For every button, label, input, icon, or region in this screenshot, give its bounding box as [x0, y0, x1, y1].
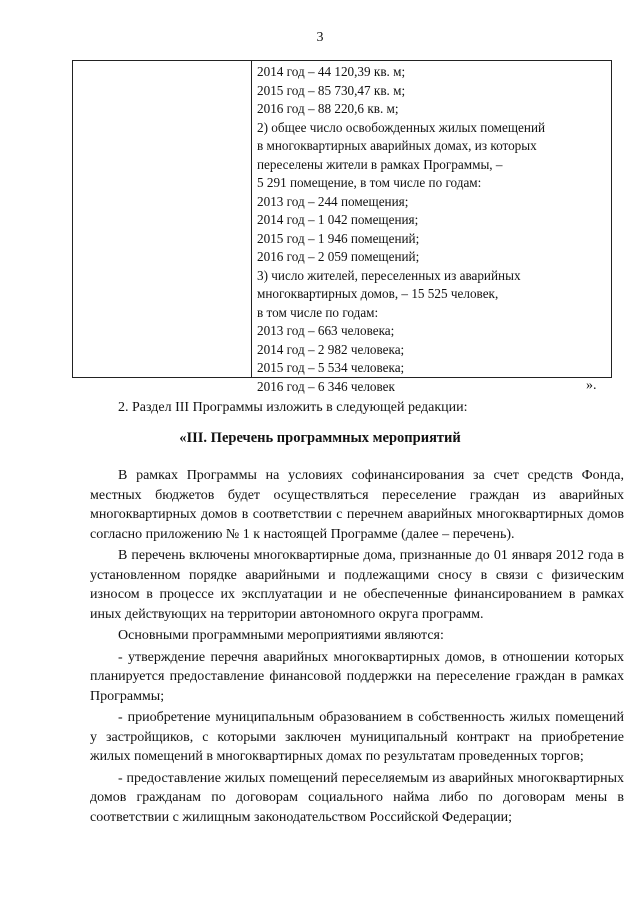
table-line: 2015 год – 1 946 помещений; — [257, 230, 420, 246]
table-column-divider — [251, 61, 252, 377]
list-item: - приобретение муниципальным образованием в собственность жилых помещений у застройщиков, с которыми заключен муниципальный контракт на приобретение жилых помещений в многоквартирных домах по результатам проведенных торгов; — [90, 710, 624, 764]
table-line: 2016 год – 6 346 человек — [257, 378, 395, 394]
closing-quote: ». — [586, 378, 597, 393]
section-heading: «III. Перечень программных мероприятий — [179, 430, 461, 446]
table-line: в том числе по годам: — [257, 304, 379, 320]
table-line: 2014 год – 1 042 помещения; — [257, 212, 419, 227]
program-table — [72, 60, 612, 394]
list-item: - предоставление жилых помещений переселяемым из аварийных многоквартирных домов гражданам по договорам социального найма либо по договорам мены в соответствии с жилищным законодательством Российской Федерации; — [90, 770, 624, 825]
table-value-cell — [257, 63, 607, 396]
table-line: 2016 год – 2 059 помещений; — [257, 249, 420, 264]
section-instruction: 2. Раздел III Программы изложить в следующей редакции: — [118, 400, 468, 415]
table-line: 2) общее число освобожденных жилых помещений — [257, 119, 546, 135]
list-item: - утверждение перечня аварийных многоквартирных домов, в отношении которых планируется предоставление финансовой поддержки на переселение граждан в рамках Программы; — [90, 649, 624, 704]
table-line: в многоквартирных аварийных домах, из которых — [257, 138, 537, 153]
table-line: 2015 год – 85 730,47 кв. м; — [257, 82, 406, 98]
table-line: 2016 год – 88 220,6 кв. м; — [257, 101, 399, 116]
body-paragraph: В перечень включены многоквартирные дома, признанные до 01 января 2012 года в установленном порядке аварийными и подлежащими сносу в связи с физическим износом в процессе их эксплуатации и не обеспеченные финансированием в рамках иных действующих на территории автономного округа программ. — [90, 548, 624, 622]
table-line: 2014 год – 2 982 человека; — [257, 341, 405, 357]
table-line: многоквартирных домов, – 15 525 человек, — [257, 286, 499, 301]
body-paragraph: Основными программными мероприятиями являются: — [118, 628, 444, 643]
table-line: переселены жители в рамках Программы, – — [257, 156, 503, 172]
section-body — [90, 466, 624, 829]
table-line: 5 291 помещение, в том числе по годам: — [257, 175, 482, 190]
table-line: 3) число жителей, переселенных из аварийных — [257, 267, 521, 283]
table-line: 2015 год – 5 534 человека; — [257, 360, 405, 375]
page-number: 3 — [316, 30, 324, 45]
table-line: 2013 год – 663 человека; — [257, 323, 395, 338]
table-line: 2013 год – 244 помещения; — [257, 193, 409, 209]
body-paragraph: В рамках Программы на условиях софинансирования за счет средств Фонда, местных бюджетов будет осуществляться переселение граждан из аварийных многоквартирных домов в соответствии с перечнем аварийных многоквартирных домов согласно приложению № 1 к настоящей Программе (далее – перечень). — [90, 468, 624, 542]
table-line: 2014 год – 44 120,39 кв. м; — [257, 64, 406, 79]
